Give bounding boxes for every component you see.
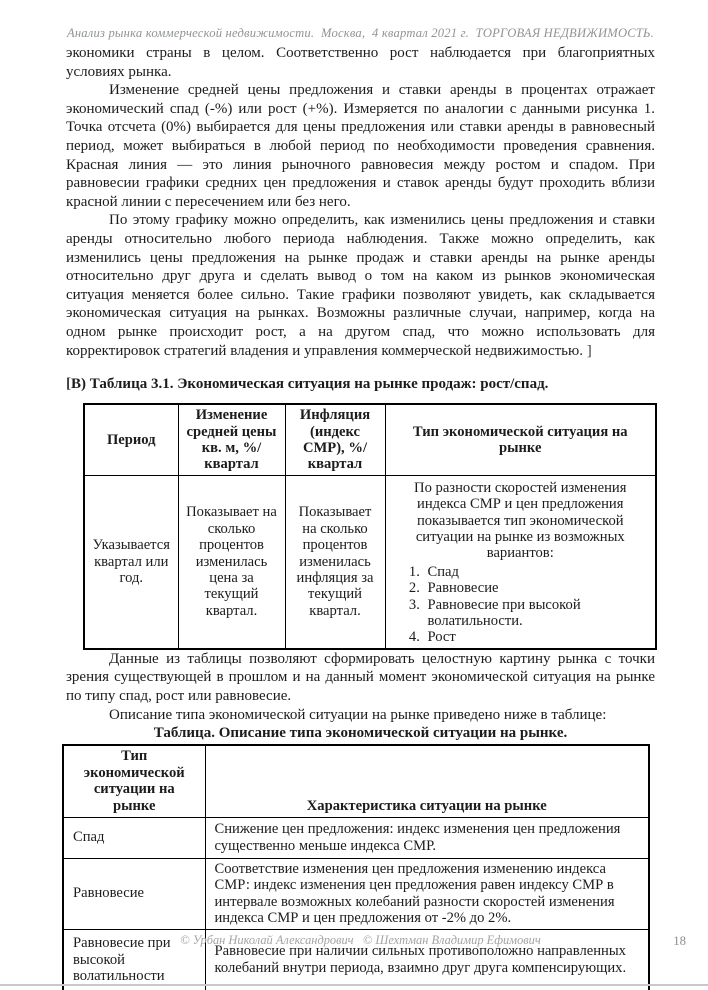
- header-cell-characteristic: Характеристика ситуации на рынке: [205, 745, 649, 817]
- description-table: [62, 744, 650, 990]
- market-type-option: 3. Равновесие при высокой волатильности.: [424, 597, 650, 630]
- paragraph-graph-analysis-text: По этому графику можно определить, как изменились цены предложения и ставки аренды относительно любого периода наблюдения. Также можно определить, как изменились цены предложения на рынке продаж и ставки аренды на рынке аренды относительно друг друга и сделать вывод о том на каком из рынков экономическая ситуация меняется более сильно. Такие графики позволяют увидеть, как складывается экономическая ситуация на рынках. Возможны различные случаи, например, когда на одном рынке происходит рост, а на другом спад, что можно использовать для корректировок стратегий владения и управления коммерческой недвижимостью.: [66, 212, 655, 359]
- cell-inflation: Показывает на сколько процентов изменилась инфляция за текущий квартал.: [285, 475, 385, 649]
- footer-copyright: © Урбан Николай Александрович © Шехтман Владимир Ефимович: [180, 933, 541, 947]
- paragraph-table-summary: Данные из таблицы позволяют сформировать целостную картину рынка с точки зрения существующей в прошлом и на данный момент экономической ситуация на рынке по типу спад, рост или равновесие.: [66, 650, 655, 704]
- cell-market-type: [385, 475, 656, 649]
- table-3-1-caption: [66, 376, 655, 393]
- page-edge-line: [0, 984, 708, 986]
- paragraph-economy-continuation: экономики страны в целом. Соответственно рост наблюдается при благоприятных условиях рынка.: [66, 45, 655, 80]
- cell-situation-type: Спад: [63, 817, 205, 858]
- table-3-1-caption-text: В) Таблица 3.1. Экономическая ситуация на рынке продаж: рост/спад.: [71, 376, 549, 393]
- cell-period: Указывается квартал или год.: [84, 475, 178, 649]
- table-3-1-header-row: [84, 404, 656, 475]
- market-type-options-list: [392, 564, 650, 646]
- description-table-caption: Таблица. Описание типа экономической ситуации на рынке.: [153, 725, 568, 742]
- running-header: Анализ рынка коммерческой недвижимости. Москва, 4 квартал 2021 г. ТОРГОВАЯ НЕДВИЖИМОСТЬ.: [66, 26, 655, 40]
- cell-situation-type: Равновесие: [63, 858, 205, 929]
- market-type-option: 2. Равновесие: [424, 580, 650, 596]
- bookmark-open-bracket: [: [66, 376, 71, 393]
- cell-situation-desc: Равновесие при наличии сильных противоположно направленных колебаний внутри периода, взаимно друг друга компенсирующих.: [205, 929, 649, 990]
- table-row: [63, 817, 649, 858]
- header-cell-inflation: Инфляция (индекс СМР), %/квартал: [285, 404, 385, 475]
- header-cell-price-change: Изменение средней цены кв. м, %/квартал: [178, 404, 285, 475]
- cell-situation-desc: Снижение цен предложения: индекс изменения цен предложения существенно меньше индекса СМР.: [205, 817, 649, 858]
- header-cell-situation-type: Тип экономической ситуации на рынке: [63, 745, 205, 817]
- header-cell-market-type: Тип экономической ситуация на рынке: [385, 404, 656, 475]
- cell-price-change: Показывает на сколько процентов изменилась цена за текущий квартал.: [178, 475, 285, 649]
- market-type-option: 1. Спад: [424, 564, 650, 580]
- page-number: 18: [673, 934, 686, 948]
- market-type-intro: По разности скоростей изменения индекса СМР и цен предложения показывается тип экономической ситуации на рынке из возможных вариантов:: [414, 479, 627, 562]
- paragraph-description-lead: Описание типа экономической ситуации на рынке приведено ниже в таблице:: [109, 706, 607, 723]
- paragraph-price-change: Изменение средней цены предложения и ставки аренды в процентах отражает экономический спад (-%) или рост (+%). Измеряется по аналогии с данными рисунка 1. Точка отсчета (0%) выбирается для цены предложения или ставки аренды в равновесный период, может выбираться в любой период по необходимости проведения сравнения. Красная линия — это линия рыночного равновесия между ростом и спадом. При равновесии графики средних цен предложения и ставок аренды будут проходить вблизи красной линии с пересечением или без него.: [66, 82, 655, 210]
- table-3-1-data-row: [84, 475, 656, 649]
- table-row: [63, 858, 649, 929]
- header-cell-period: Период: [84, 404, 178, 475]
- cell-situation-desc: Соответствие изменения цен предложения изменению индекса СМР: индекс изменения цен предложения равен индексу СМР в интервале возможных колебаний разности скоростей изменения индекса СМР и цен предложения от -2% до 2%.: [205, 858, 649, 929]
- paragraph-graph-analysis: [66, 211, 655, 360]
- market-type-option: 4. Рост: [424, 629, 650, 645]
- bookmark-close-bracket: ]: [582, 342, 592, 359]
- description-table-header-row: [63, 745, 649, 817]
- table-3-1: [83, 403, 657, 650]
- cell-situation-type: Равновесие при высокой волатильности: [63, 929, 205, 990]
